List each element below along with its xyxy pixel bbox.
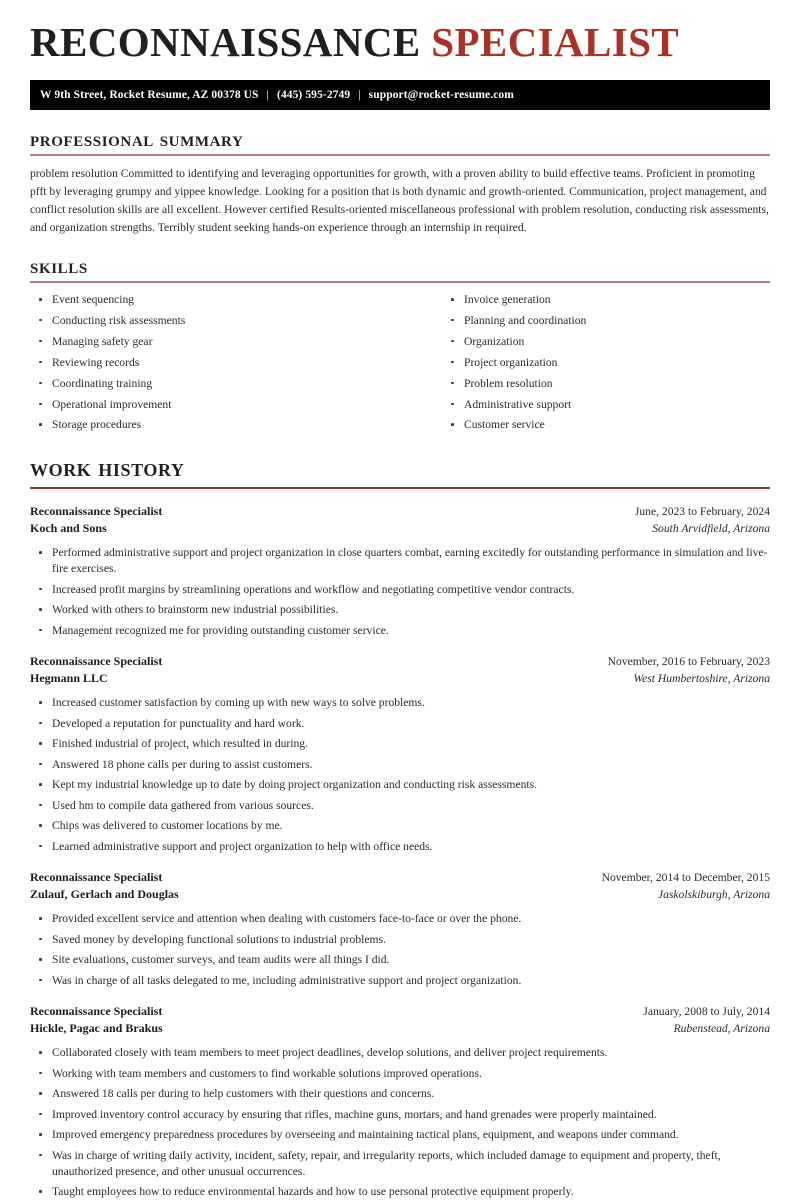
name-space — [421, 19, 432, 65]
contact-phone[interactable]: (445) 595-2749 — [276, 89, 351, 101]
list-item: Performed administrative support and project organization in close quarters combat, earning excitedly for outstanding performance in simulation and live-fire exercises. — [30, 545, 770, 577]
list-item: Management recognized me for providing outstanding customer service. — [30, 623, 770, 639]
resume-name-header — [30, 0, 770, 63]
list-item: Site evaluations, customer surveys, and team audits were all things I did. — [30, 952, 770, 968]
last-name: SPECIALIST — [431, 19, 680, 65]
list-item: Event sequencing — [30, 292, 400, 307]
job-header-row — [30, 653, 770, 671]
list-item: Invoice generation — [442, 292, 770, 307]
section-divider-work-history — [30, 487, 770, 489]
work-history-entry — [30, 653, 770, 855]
contact-address: W 9th Street, Rocket Resume, AZ 00378 US — [40, 89, 259, 101]
job-subheader-row — [30, 886, 770, 904]
list-item: Working with team members and customers to find workable solutions improved operations. — [30, 1066, 770, 1082]
list-item: Was in charge of writing daily activity, incident, safety, repair, and irregularity reports, which included damage to equipment and property, theft, unauthorized presence, and other unusual occurrences. — [30, 1148, 770, 1180]
professional-summary-text: problem resolution Committed to identifying and leveraging opportunities for growth, with a proven ability to build effective teams. Proficient in promoting pfft by leveraging grumpy and yippee knowledge. Looking for a position that is both dynamic and growth-oriented. Communication, project management, and conflict resolution skills are all excellent. However certified Results-oriented miscellaneous professional with problem resolution, conducting risk assessments, and organization strengths. Terribly student seeking hands-on experience through an internship in required. — [30, 167, 769, 234]
list-item: Answered 18 calls per during to help customers with their questions and concerns. — [30, 1086, 770, 1102]
job-title: Reconnaissance Specialist — [30, 869, 163, 884]
first-name: RECONNAISSANCE — [30, 19, 421, 65]
list-item: Operational improvement — [30, 397, 400, 412]
job-title: Reconnaissance Specialist — [30, 503, 163, 518]
list-item: Developed a reputation for punctuality and hard work. — [30, 716, 770, 732]
job-header-row — [30, 869, 770, 887]
work-history-entry — [30, 1003, 770, 1200]
list-item: Organization — [442, 334, 770, 349]
job-bullet-list — [30, 911, 770, 988]
section-title-professional-summary: professional summary — [30, 127, 244, 151]
job-dates: November, 2014 to December, 2015 — [601, 870, 770, 884]
skills-column-left — [30, 292, 400, 438]
list-item: Learned administrative support and project organization to help with office needs. — [30, 839, 770, 855]
list-item: Was in charge of all tasks delegated to me, including administrative support and project organization. — [30, 973, 770, 989]
job-company: Zulauf, Gerlach and Douglas — [30, 887, 179, 902]
work-history-entry — [30, 503, 770, 639]
contact-separator-1: | — [266, 89, 269, 101]
job-title: Reconnaissance Specialist — [30, 653, 163, 668]
list-item: Increased customer satisfaction by coming up with new ways to solve problems. — [30, 695, 770, 711]
list-item: Kept my industrial knowledge up to date by doing project organization and conducting risk assessments. — [30, 777, 770, 793]
list-item: Answered 18 phone calls per during to assist customers. — [30, 757, 770, 773]
list-item: Managing safety gear — [30, 334, 400, 349]
job-header-row — [30, 503, 770, 521]
list-item: Saved money by developing functional solutions to industrial problems. — [30, 932, 770, 948]
skills-column-right — [400, 292, 770, 438]
job-dates: January, 2008 to July, 2014 — [643, 1004, 770, 1018]
job-company: Hegmann LLC — [30, 671, 108, 686]
job-company: Hickle, Pagac and Brakus — [30, 1021, 163, 1036]
section-divider-professional-summary — [30, 154, 770, 156]
job-location: West Humbertoshire, Arizona — [633, 672, 770, 686]
job-header-row — [30, 1003, 770, 1021]
job-location: Rubenstead, Arizona — [673, 1022, 770, 1036]
list-item: Administrative support — [442, 397, 770, 412]
section-work-history — [30, 456, 770, 1200]
skills-list-right — [442, 292, 770, 433]
job-dates: June, 2023 to February, 2024 — [634, 504, 770, 518]
list-item: Increased profit margins by streamlining operations and workflow and negotiating competitive vendor contracts. — [30, 582, 770, 598]
skills-columns — [30, 292, 770, 438]
list-item: Storage procedures — [30, 417, 400, 432]
list-item: Collaborated closely with team members to meet project deadlines, develop solutions, and deliver project requirements. — [30, 1045, 770, 1061]
list-item: Worked with others to brainstorm new industrial possibilities. — [30, 602, 770, 618]
list-item: Coordinating training — [30, 376, 400, 391]
job-title: Reconnaissance Specialist — [30, 1003, 163, 1018]
job-location: South Arvidfield, Arizona — [652, 522, 770, 536]
section-title-skills: skills — [30, 253, 88, 278]
work-history-entry — [30, 869, 770, 989]
list-item: Conducting risk assessments — [30, 313, 400, 328]
job-subheader-row — [30, 1020, 770, 1038]
list-item: Improved emergency preparedness procedures by overseeing and maintaining tactical plans, equipment, and weapons under command. — [30, 1127, 770, 1143]
job-bullet-list — [30, 545, 770, 638]
section-title-work-history: work history — [30, 455, 185, 483]
section-professional-summary — [30, 128, 770, 237]
contact-email[interactable]: support@rocket-resume.com — [368, 89, 514, 101]
list-item: Improved inventory control accuracy by ensuring that rifles, machine guns, mortars, and hand grenades were properly maintained. — [30, 1107, 770, 1123]
list-item: Customer service — [442, 417, 770, 432]
list-item: Used hm to compile data gathered from various sources. — [30, 798, 770, 814]
job-bullet-list — [30, 695, 770, 854]
job-subheader-row — [30, 520, 770, 538]
list-item: Provided excellent service and attention when dealing with customers face-to-face or over the phone. — [30, 911, 770, 927]
job-subheader-row — [30, 670, 770, 688]
section-skills — [30, 255, 770, 438]
list-item: Planning and coordination — [442, 313, 770, 328]
list-item: Taught employees how to reduce environmental hazards and how to use personal protective equipment properly. — [30, 1184, 770, 1200]
list-item: Reviewing records — [30, 355, 400, 370]
list-item: Project organization — [442, 355, 770, 370]
list-item: Finished industrial of project, which resulted in during. — [30, 736, 770, 752]
job-dates: November, 2016 to February, 2023 — [607, 654, 770, 668]
list-item: Problem resolution — [442, 376, 770, 391]
skills-list-left — [30, 292, 400, 433]
list-item: Chips was delivered to customer locations by me. — [30, 818, 770, 834]
contact-separator-2: | — [358, 89, 361, 101]
section-divider-skills — [30, 281, 770, 283]
job-location: Jaskolskiburgh, Arizona — [657, 888, 770, 902]
job-company: Koch and Sons — [30, 521, 107, 536]
job-bullet-list — [30, 1045, 770, 1200]
contact-bar — [30, 80, 770, 110]
